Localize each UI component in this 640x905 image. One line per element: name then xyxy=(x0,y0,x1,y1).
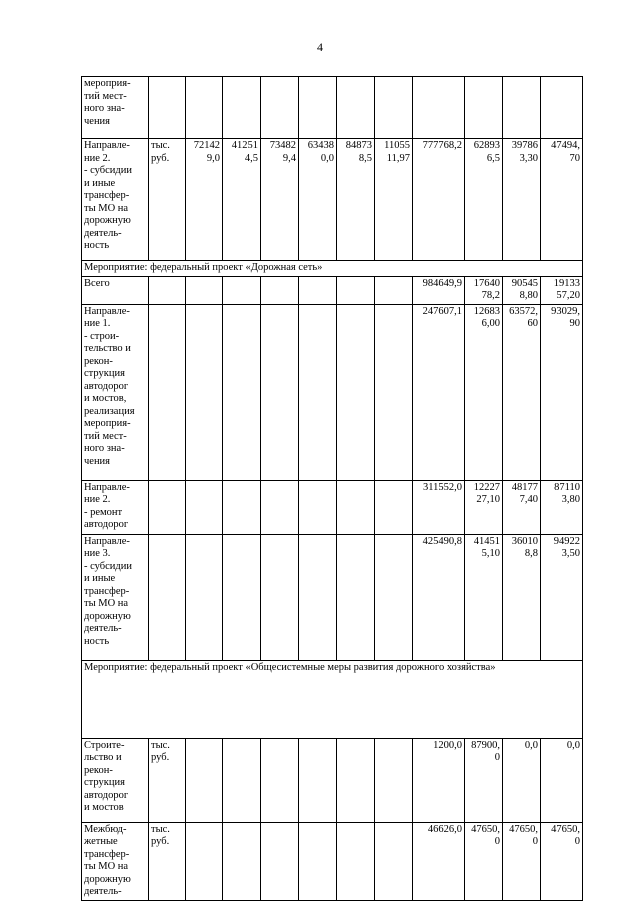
value-cell xyxy=(223,480,261,534)
value-cell xyxy=(223,822,261,900)
value-cell: 47650, 0 xyxy=(465,822,503,900)
value-cell xyxy=(375,304,413,480)
section-title: Мероприятие: федеральный проект «Дорожная сеть» xyxy=(82,261,583,277)
row-name: Межбюд- жетные трансфер- ты МО на дорожную деятель- xyxy=(82,822,149,900)
value-cell xyxy=(299,77,337,139)
value-cell: 47650, 0 xyxy=(541,822,583,900)
value-cell xyxy=(261,738,299,822)
value-cell: 63438 0,0 xyxy=(299,139,337,261)
row-name: Направле- ние 2. - субсидии и иные трансфер- ты МО на дорожную деятель- ность xyxy=(82,139,149,261)
value-cell xyxy=(375,480,413,534)
value-cell xyxy=(223,738,261,822)
row-name: Направле- ние 2. - ремонт автодорог xyxy=(82,480,149,534)
value-cell: 36010 8,8 xyxy=(503,534,541,660)
row-unit: тыс. руб. xyxy=(149,822,186,900)
value-cell: 39786 3,30 xyxy=(503,139,541,261)
value-cell xyxy=(541,77,583,139)
value-cell xyxy=(261,822,299,900)
value-cell: 12683 6,00 xyxy=(465,304,503,480)
row-name: Направле- ние 3. - субсидии и иные трансфер- ты МО на дорожную деятель- ность xyxy=(82,534,149,660)
value-cell xyxy=(186,77,223,139)
value-cell: 11055 11,97 xyxy=(375,139,413,261)
value-cell xyxy=(337,738,375,822)
value-cell xyxy=(375,534,413,660)
value-cell: 777768,2 xyxy=(413,139,465,261)
row-unit xyxy=(149,480,186,534)
value-cell: 72142 9,0 xyxy=(186,139,223,261)
value-cell: 12227 27,10 xyxy=(465,480,503,534)
value-cell: 48177 7,40 xyxy=(503,480,541,534)
value-cell xyxy=(261,480,299,534)
value-cell xyxy=(337,304,375,480)
value-cell: 311552,0 xyxy=(413,480,465,534)
row-name: Всего xyxy=(82,276,149,304)
value-cell xyxy=(503,77,541,139)
value-cell: 93029, 90 xyxy=(541,304,583,480)
value-cell xyxy=(186,822,223,900)
page-number: 4 xyxy=(317,40,323,54)
row-name: мероприя- тий мест- ного зна- чения xyxy=(82,77,149,139)
value-cell xyxy=(261,304,299,480)
value-cell: 90545 8,80 xyxy=(503,276,541,304)
value-cell xyxy=(375,822,413,900)
value-cell xyxy=(375,738,413,822)
value-cell xyxy=(299,480,337,534)
value-cell xyxy=(186,480,223,534)
table-row xyxy=(82,534,583,660)
value-cell xyxy=(223,304,261,480)
value-cell: 17640 78,2 xyxy=(465,276,503,304)
value-cell: 41451 5,10 xyxy=(465,534,503,660)
value-cell: 1200,0 xyxy=(413,738,465,822)
value-cell: 73482 9,4 xyxy=(261,139,299,261)
value-cell xyxy=(337,534,375,660)
value-cell: 94922 3,50 xyxy=(541,534,583,660)
row-unit xyxy=(149,534,186,660)
table-row xyxy=(82,480,583,534)
section-row xyxy=(82,261,583,277)
value-cell xyxy=(299,534,337,660)
value-cell: 41251 4,5 xyxy=(223,139,261,261)
section-title: Мероприятие: федеральный проект «Общесистемные меры развития дорожного хозяйства» xyxy=(82,660,583,738)
value-cell: 87110 3,80 xyxy=(541,480,583,534)
value-cell: 87900, 0 xyxy=(465,738,503,822)
table-row xyxy=(82,738,583,822)
value-cell xyxy=(223,276,261,304)
value-cell: 0,0 xyxy=(541,738,583,822)
value-cell xyxy=(186,738,223,822)
table-body xyxy=(82,77,583,901)
value-cell xyxy=(337,480,375,534)
value-cell: 984649,9 xyxy=(413,276,465,304)
row-unit xyxy=(149,276,186,304)
table-row xyxy=(82,304,583,480)
value-cell xyxy=(186,304,223,480)
value-cell: 247607,1 xyxy=(413,304,465,480)
row-unit xyxy=(149,77,186,139)
value-cell xyxy=(261,77,299,139)
value-cell xyxy=(299,304,337,480)
value-cell: 47650, 0 xyxy=(503,822,541,900)
value-cell xyxy=(261,534,299,660)
value-cell xyxy=(261,276,299,304)
value-cell xyxy=(375,77,413,139)
value-cell xyxy=(299,276,337,304)
table-row xyxy=(82,139,583,261)
table-row xyxy=(82,276,583,304)
row-name: Строите- льство и рекон- струкция автодорог и мостов xyxy=(82,738,149,822)
value-cell xyxy=(465,77,503,139)
value-cell: 84873 8,5 xyxy=(337,139,375,261)
value-cell xyxy=(186,534,223,660)
value-cell: 47494, 70 xyxy=(541,139,583,261)
row-unit: тыс. руб. xyxy=(149,738,186,822)
row-unit: тыс. руб. xyxy=(149,139,186,261)
section-row xyxy=(82,660,583,738)
row-unit xyxy=(149,304,186,480)
value-cell xyxy=(186,276,223,304)
budget-table xyxy=(81,76,583,901)
value-cell xyxy=(337,77,375,139)
value-cell: 19133 57,20 xyxy=(541,276,583,304)
value-cell xyxy=(223,534,261,660)
value-cell xyxy=(337,822,375,900)
table-row xyxy=(82,77,583,139)
value-cell: 63572, 60 xyxy=(503,304,541,480)
value-cell: 0,0 xyxy=(503,738,541,822)
value-cell: 46626,0 xyxy=(413,822,465,900)
value-cell: 62893 6,5 xyxy=(465,139,503,261)
value-cell xyxy=(375,276,413,304)
value-cell xyxy=(299,738,337,822)
value-cell: 425490,8 xyxy=(413,534,465,660)
value-cell xyxy=(223,77,261,139)
table-row xyxy=(82,822,583,900)
value-cell xyxy=(299,822,337,900)
value-cell xyxy=(413,77,465,139)
value-cell xyxy=(337,276,375,304)
row-name: Направле- ние 1. - строи- тельство и рекон- струкция автодорог и мостов, реализация мероприя- тий мест- ного зна- чения xyxy=(82,304,149,480)
